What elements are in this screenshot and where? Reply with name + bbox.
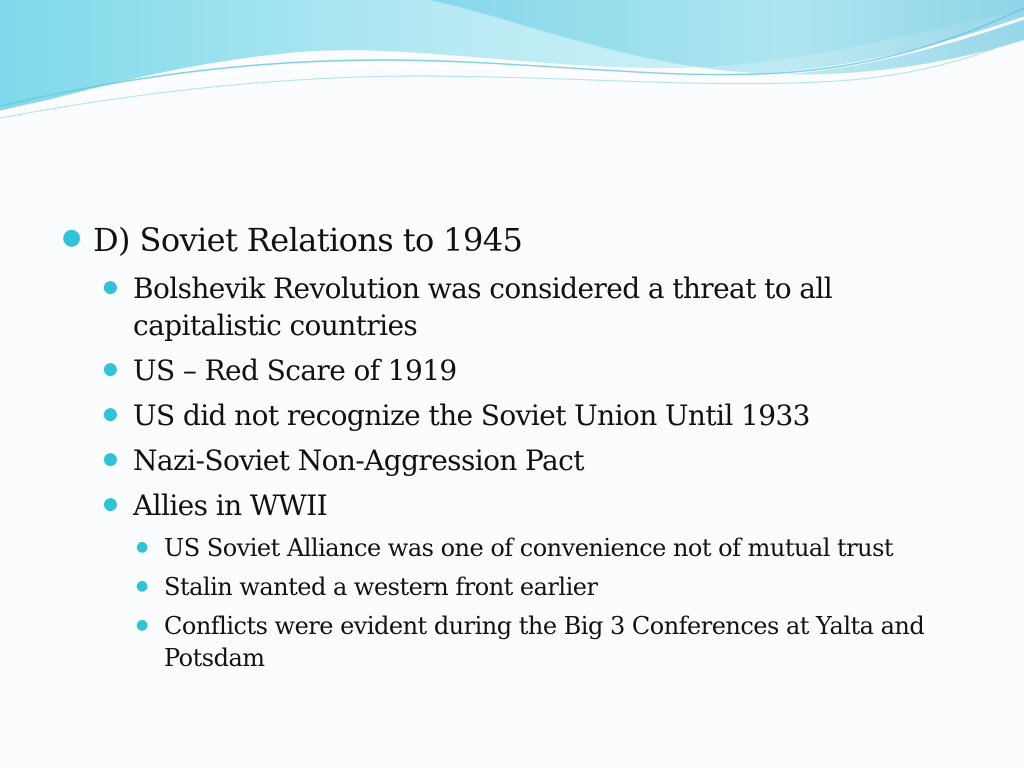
sub-list-item-text: Conflicts were evident during the Big 3 Conferences at Yalta and Potsdam: [164, 612, 925, 672]
heading-text: D) Soviet Relations to 1945: [93, 221, 523, 259]
sub-list-item: [136, 532, 982, 564]
bullet-icon: ●: [103, 277, 118, 297]
heading-item: [62, 218, 982, 262]
list-item: [103, 397, 982, 434]
list-item: [103, 352, 982, 389]
sub-list-item-text: US Soviet Alliance was one of convenience not of mutual trust: [164, 534, 894, 562]
list-item-text: Nazi-Soviet Non-Aggression Pact: [133, 444, 584, 477]
bullet-list: [62, 218, 982, 681]
bullet-icon: ●: [136, 617, 149, 633]
list-item: [103, 487, 982, 524]
list-item-text: US did not recognize the Soviet Union Until 1933: [133, 399, 810, 432]
list-item-text: US – Red Scare of 1919: [133, 354, 457, 387]
sub-list-item: [136, 610, 982, 674]
wave-header-decoration: [0, 0, 1024, 130]
bullet-icon: ●: [103, 359, 118, 379]
list-item-text: Bolshevik Revolution was considered a threat to all capitalistic countries: [133, 272, 833, 342]
bullet-icon: ●: [103, 404, 118, 424]
list-item: [103, 442, 982, 479]
sub-list-item: [136, 571, 982, 603]
list-item-text: Allies in WWII: [133, 489, 328, 522]
bullet-icon: ●: [62, 225, 82, 250]
bullet-icon: ●: [103, 494, 118, 514]
bullet-icon: ●: [103, 449, 118, 469]
sub-list-item-text: Stalin wanted a western front earlier: [164, 573, 598, 601]
list-item: [103, 270, 982, 344]
bullet-icon: ●: [136, 578, 149, 594]
bullet-icon: ●: [136, 539, 149, 555]
